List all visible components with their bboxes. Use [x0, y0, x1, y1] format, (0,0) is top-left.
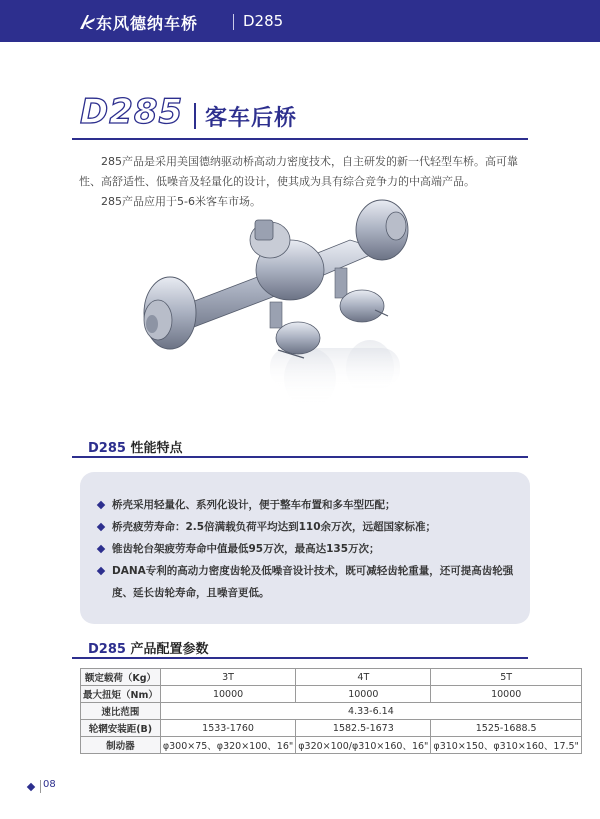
table-cell: 1525-1688.5	[431, 720, 582, 737]
table-cell: 4T	[296, 669, 431, 686]
specs-heading	[88, 638, 208, 657]
list-item-text: 桥壳采用轻量化、系列化设计，便于整车布置和多车型匹配；	[112, 499, 396, 511]
intro-paragraph-2: 285产品应用于5-6米客车市场。	[101, 195, 261, 208]
title-divider	[194, 103, 196, 129]
table-cell: 1533-1760	[160, 720, 295, 737]
table-cell: 1582.5-1673	[296, 720, 431, 737]
list-item	[98, 538, 514, 560]
header-divider	[233, 14, 234, 30]
table-row	[81, 703, 582, 720]
table-cell: 4.33-6.14	[160, 703, 581, 720]
table-cell: φ310×150、φ310×160、17.5"	[431, 737, 582, 754]
table-row	[81, 737, 582, 754]
features-box	[80, 472, 530, 624]
row-label-rim: 轮辋安装距(B)	[81, 720, 161, 737]
row-label-load: 额定载荷（Kg）	[81, 669, 161, 686]
diamond-bullet-icon	[97, 545, 105, 553]
table-cell: 10000	[296, 686, 431, 703]
row-label-ratio: 速比范围	[81, 703, 161, 720]
footer-divider	[40, 780, 41, 793]
row-label-torque: 最大扭矩（Nm）	[81, 686, 161, 703]
table-row	[81, 720, 582, 737]
diamond-bullet-icon	[97, 567, 105, 575]
features-rule	[72, 456, 528, 458]
title-rule	[72, 138, 528, 140]
list-item-text: 锥齿轮台架疲劳寿命中值最低95万次，最高达135万次；	[112, 543, 380, 555]
spec-table	[80, 668, 582, 754]
diamond-bullet-icon	[97, 523, 105, 531]
table-cell: 5T	[431, 669, 582, 686]
table-cell: φ300×75、φ320×100、16"	[160, 737, 295, 754]
list-item	[98, 516, 514, 538]
dana-logo-icon	[78, 14, 96, 30]
list-item-text: DANA专利的高动力密度齿轮及低噪音设计技术，既可减轻齿轮重量，还可提高齿轮强度、延长齿轮寿命，且噪音更低。	[112, 565, 514, 599]
brand-name: 东风德纳车桥	[96, 14, 199, 33]
header-model: D285	[243, 12, 284, 30]
axle-product-image	[120, 198, 460, 423]
table-cell: 10000	[160, 686, 295, 703]
page-title-model: D285	[80, 92, 184, 132]
features-heading-model: D285	[88, 441, 126, 456]
specs-rule	[72, 657, 528, 659]
table-cell: 10000	[431, 686, 582, 703]
features-heading	[88, 437, 182, 456]
specs-heading-text: 产品配置参数	[130, 642, 209, 657]
table-row	[81, 669, 582, 686]
list-item	[98, 494, 514, 516]
header-bar	[0, 0, 600, 42]
features-list	[80, 472, 530, 604]
footer-diamond-icon	[27, 783, 35, 791]
list-item-text: 桥壳疲劳寿命：2.5倍满载负荷平均达到110余万次，远超国家标准；	[112, 521, 437, 533]
intro-paragraph-1: 285产品是采用美国德纳驱动桥高动力密度技术，自主研发的新一代轻型车桥。高可靠性、高舒适性、低噪音及轻量化的设计，使其成为具有综合竞争力的中高端产品。	[79, 155, 518, 188]
list-item	[98, 560, 514, 604]
specs-heading-model: D285	[88, 642, 126, 657]
features-heading-text: 性能特点	[130, 441, 183, 456]
table-cell: φ320×100/φ310×160、16"	[296, 737, 431, 754]
row-label-brake: 制动器	[81, 737, 161, 754]
diamond-bullet-icon	[97, 501, 105, 509]
page-number: 08	[43, 779, 56, 790]
table-row	[81, 686, 582, 703]
page-title: 客车后桥	[205, 106, 298, 131]
table-cell: 3T	[160, 669, 295, 686]
